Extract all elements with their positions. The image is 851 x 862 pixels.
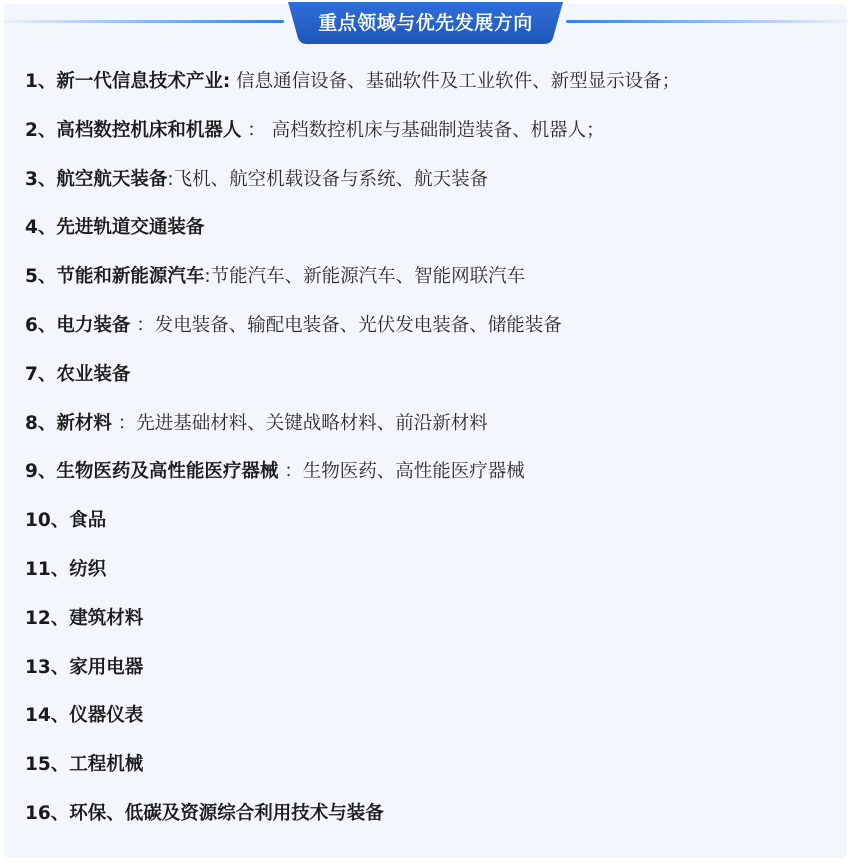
list-item xyxy=(25,497,835,546)
section-title: 重点领域与优先发展方向 xyxy=(318,12,533,34)
item-number: 10、 xyxy=(25,510,70,532)
item-title: 航空航天装备 xyxy=(56,168,168,190)
item-description: :飞机、航空机载设备与系统、航天装备 xyxy=(167,168,489,190)
item-number: 3、 xyxy=(25,168,57,190)
item-description: ： 高档数控机床与基础制造装备、机器人； xyxy=(241,119,605,141)
item-number: 12、 xyxy=(25,607,70,629)
item-title: 环保、低碳及资源综合利用技术与装备 xyxy=(69,802,384,824)
item-title: 先进轨道交通装备 xyxy=(56,217,205,239)
item-number: 15、 xyxy=(25,754,70,776)
item-title: 生物医药及高性能医疗器械 xyxy=(56,461,279,483)
item-title: 电力装备 xyxy=(56,314,131,336)
item-number: 9、 xyxy=(25,461,57,483)
item-description: ：先进基础材料、关键战略材料、前沿新材料 xyxy=(111,412,488,434)
item-title: 节能和新能源汽车 xyxy=(56,266,205,288)
item-number: 8、 xyxy=(25,412,57,434)
list-item xyxy=(25,448,835,497)
item-number: 1、 xyxy=(25,71,57,92)
item-title: 家用电器 xyxy=(69,656,144,678)
list-item xyxy=(25,351,835,400)
list-item xyxy=(25,400,835,449)
item-number: 2、 xyxy=(25,119,57,141)
item-title: 纺织 xyxy=(69,558,107,580)
list-item xyxy=(25,741,835,790)
item-description: :节能汽车、新能源汽车、智能网联汽车 xyxy=(204,266,526,288)
header-decoration-line-right xyxy=(566,20,847,23)
list-item xyxy=(25,790,835,839)
list-item xyxy=(25,546,835,595)
list-item xyxy=(25,644,835,693)
item-title: 新材料 xyxy=(56,412,112,434)
item-number: 13、 xyxy=(25,656,70,678)
item-number: 5、 xyxy=(25,266,57,288)
item-number: 7、 xyxy=(25,363,57,385)
item-title: 建筑材料 xyxy=(69,607,144,629)
item-description: ：生物医药、高性能医疗器械 xyxy=(278,461,525,483)
item-description: ：发电装备、输配电装备、光伏发电装备、储能装备 xyxy=(130,314,562,336)
item-title: 工程机械 xyxy=(69,754,144,776)
item-description: 信息通信设备、基础软件及工业软件、新型显示设备； xyxy=(230,71,681,92)
priority-areas-list xyxy=(25,58,835,839)
item-title: 食品 xyxy=(69,510,107,532)
item-number: 16、 xyxy=(25,802,70,824)
item-number: 6、 xyxy=(25,314,57,336)
list-item xyxy=(25,692,835,741)
item-title: 仪器仪表 xyxy=(69,705,144,727)
list-item xyxy=(25,595,835,644)
item-number: 4、 xyxy=(25,217,57,239)
item-title: 新一代信息技术产业: xyxy=(56,71,231,92)
item-number: 14、 xyxy=(25,705,70,727)
list-item xyxy=(25,156,835,205)
item-title: 农业装备 xyxy=(56,363,131,385)
list-item xyxy=(25,253,835,302)
list-item xyxy=(25,204,835,253)
list-item xyxy=(25,302,835,351)
item-number: 11、 xyxy=(25,558,70,580)
header-decoration-line-left xyxy=(4,20,284,23)
item-title: 高档数控机床和机器人 xyxy=(56,119,242,141)
list-item xyxy=(25,58,835,107)
list-item xyxy=(25,107,835,156)
section-header xyxy=(288,2,563,44)
